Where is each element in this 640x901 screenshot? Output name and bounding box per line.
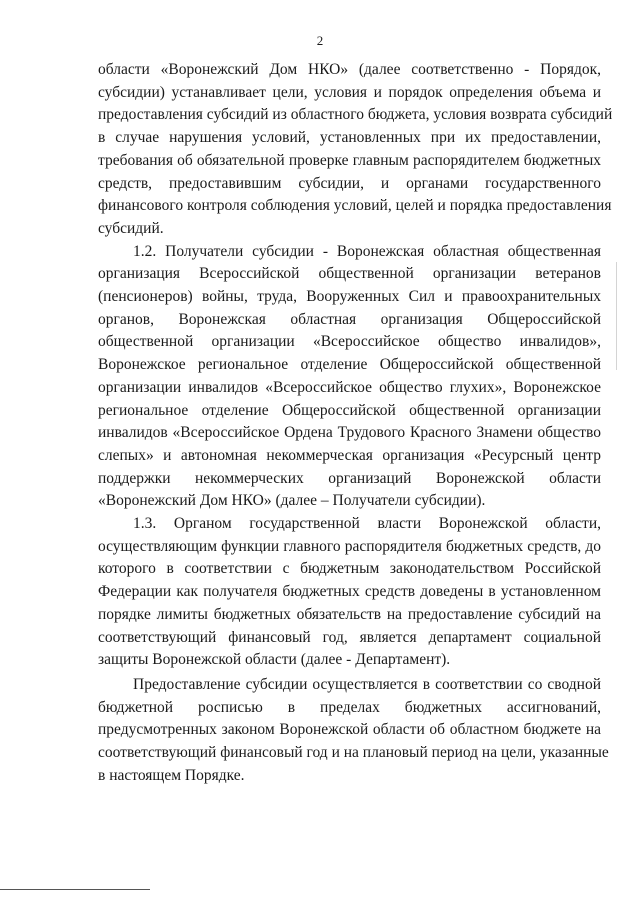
text-line: предоставления субсидий из областного бюджета, условия возврата субсидий	[98, 106, 613, 124]
text-line: порядке лимиты бюджетных обязательств на предоставление субсидий на	[98, 605, 601, 623]
text-line: организации инвалидов «Всероссийское общество глухих», Воронежское	[98, 378, 601, 396]
document-body	[98, 59, 613, 788]
text-line: организация Всероссийской общественной организации ветеранов	[98, 265, 601, 283]
paragraph-1-continuation	[98, 59, 613, 241]
text-line: осуществляющим функции главного распорядителя бюджетных средств, до	[98, 537, 601, 555]
text-line: (пенсионеров) войны, труда, Вооруженных Сил и правоохранительных	[98, 288, 601, 306]
text-line: органов, Воронежская областная организация Общероссийской	[98, 310, 601, 328]
paragraph-subsidy-provision	[98, 674, 609, 788]
text-line: поддержки некоммерческих организаций Воронежской области	[98, 469, 601, 487]
text-line: слепых» и автономная некоммерческая организация «Ресурсный центр	[98, 446, 601, 464]
text-line: области «Воронежский Дом НКО» (далее соответственно - Порядок,	[98, 61, 601, 78]
text-line: защиты Воронежской области (далее - Департамент).	[98, 651, 451, 669]
scan-artifact-line	[616, 262, 617, 370]
text-line: общественной организации «Всероссийское общество инвалидов»,	[98, 333, 601, 351]
text-line: средств, предоставившим субсидии, и органами государственного	[98, 174, 601, 192]
page-number: 2	[316, 33, 324, 48]
text-line: Предоставление субсидии осуществляется в соответствии со сводной	[133, 675, 601, 693]
text-line: «Воронежский Дом НКО» (далее – Получатели субсидии).	[98, 492, 486, 510]
text-line: бюджетной росписью в пределах бюджетных ассигнований,	[98, 698, 601, 716]
text-line: Воронежское региональное отделение Общероссийской общественной	[98, 356, 601, 374]
text-line: которого в соответствии с бюджетным законодательством Российской	[98, 560, 601, 578]
text-line: соответствующий финансовый год, является департамент социальной	[98, 628, 601, 646]
text-line: финансового контроля соблюдения условий, целей и порядка предоставления	[98, 197, 612, 215]
paragraph-1-3-authority	[98, 513, 601, 672]
text-line: региональное отделение Общероссийской общественной организации	[98, 401, 601, 419]
text-line: 1.2. Получатели субсидии - Воронежская областная общественная	[133, 242, 601, 260]
text-line: соответствующий финансовый год и на плановый период на цели, указанные	[98, 744, 609, 762]
footnote-separator	[0, 889, 150, 890]
text-line: в случае нарушения условий, установленных при их предоставлении,	[98, 129, 601, 147]
paragraph-1-2-recipients	[98, 241, 601, 513]
text-line: Федерации как получателя бюджетных средств доведены в установленном	[98, 583, 601, 601]
text-line: субсидии) устанавливает цели, условия и порядок определения объема и	[98, 83, 601, 101]
text-line: в настоящем Порядке.	[98, 766, 245, 784]
text-line: предусмотренных законом Воронежской области об областном бюджете на	[98, 721, 601, 739]
text-line: субсидий.	[98, 219, 164, 237]
text-line: требования об обязательной проверке главным распорядителем бюджетных	[98, 151, 601, 169]
text-line: инвалидов «Всероссийское Ордена Трудового Красного Знамени общество	[98, 424, 601, 442]
text-line: 1.3. Органом государственной власти Воронежской области,	[133, 515, 601, 533]
